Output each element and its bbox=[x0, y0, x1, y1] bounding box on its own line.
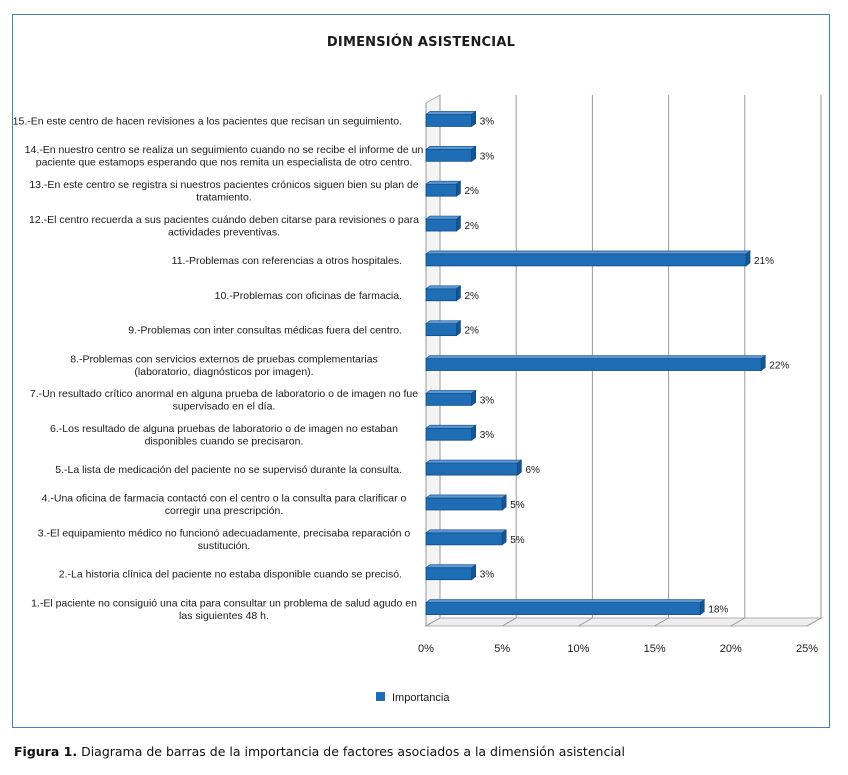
data-label: 22% bbox=[769, 360, 790, 372]
bar bbox=[426, 498, 502, 510]
data-label: 3% bbox=[479, 116, 495, 128]
legend-label: Importancia bbox=[392, 692, 450, 704]
data-label: 21% bbox=[754, 255, 775, 267]
bar bbox=[426, 324, 456, 336]
data-label: 2% bbox=[464, 290, 479, 302]
category-label: 10.-Problemas con oficinas de farmacia. bbox=[214, 289, 402, 302]
data-label: 6% bbox=[525, 465, 540, 477]
category-label: 6.-Los resultado de alguna pruebas de laboratorio o de imagen no estaban disponibles cuando se precisaron. bbox=[50, 422, 398, 448]
bar bbox=[426, 359, 761, 371]
bar-end bbox=[456, 181, 460, 196]
category-label: 14.-En nuestro centro se realiza un seguimiento cuando no se recibe el informe de un paciente que estamops esperando que nos remita un especialista de otro centro. bbox=[24, 144, 424, 169]
x-tick-label: 0% bbox=[418, 643, 434, 655]
bar-end bbox=[472, 565, 476, 580]
x-tick-label: 5% bbox=[494, 643, 511, 655]
category-label: 3.-El equipamiento médico no funcionó adecuadamente, precisaba reparación o sustitución. bbox=[37, 527, 411, 553]
data-label: 2% bbox=[464, 186, 479, 198]
bar-end bbox=[456, 286, 460, 301]
bar bbox=[426, 149, 472, 161]
bar bbox=[426, 254, 746, 266]
bar bbox=[426, 533, 502, 545]
category-label: 4.-Una oficina de farmacia contactó con el centro o la consulta para clarificar o corregir una prescripción. bbox=[41, 492, 407, 518]
bar-end bbox=[761, 356, 765, 371]
data-label: 3% bbox=[479, 430, 495, 442]
x-tick-label: 25% bbox=[795, 643, 819, 655]
bar-end bbox=[472, 146, 476, 161]
category-label: 1.-El paciente no consiguió una cita para consultar un problema de salud agudo en las siguientes 48 h. bbox=[31, 597, 417, 622]
category-label: 11.-Problemas con referencias a otros hospitales. bbox=[171, 254, 402, 267]
category-label: 2.-La historia clínica del paciente no estaba disponible cuando se precisó. bbox=[58, 568, 402, 581]
bar bbox=[426, 289, 456, 301]
data-label: 5% bbox=[510, 534, 525, 546]
category-label: 5.-La lista de medicación del paciente no se supervisó durante la consulta. bbox=[55, 464, 402, 477]
bar bbox=[426, 603, 700, 615]
x-tick-label: 10% bbox=[567, 643, 590, 655]
data-label: 2% bbox=[464, 325, 479, 337]
bar-end bbox=[472, 425, 476, 440]
category-label: 8.-Problemas con servicios externos de pruebas complementarias (laboratorio, diagnósticos por imagen). bbox=[70, 353, 378, 378]
caption-label: Figura 1. bbox=[14, 744, 78, 759]
legend-swatch bbox=[376, 692, 385, 701]
x-tick-label: 15% bbox=[643, 643, 666, 655]
bar bbox=[426, 114, 472, 126]
data-label: 3% bbox=[479, 395, 495, 407]
chart-title: DIMENSIÓN ASISTENCIAL bbox=[326, 35, 516, 50]
bar-top bbox=[426, 495, 506, 498]
figure-caption bbox=[14, 744, 625, 759]
bar-end bbox=[746, 251, 750, 266]
bar-end bbox=[502, 530, 506, 545]
bar-top bbox=[426, 216, 460, 219]
bar-top bbox=[426, 600, 704, 603]
category-label: 9.-Problemas con inter consultas médicas fuera del centro. bbox=[128, 324, 402, 337]
category-label: 15.-En este centro de hacen revisiones a los pacientes que recisan un seguimiento. bbox=[12, 115, 402, 128]
bar bbox=[426, 393, 472, 405]
bar-end bbox=[517, 460, 521, 475]
category-label: 13.-En este centro se registra si nuestros pacientes crónicos siguen bien su plan de tratamiento. bbox=[29, 178, 419, 204]
bar-top bbox=[426, 286, 460, 289]
floor bbox=[426, 618, 821, 626]
data-label: 3% bbox=[479, 569, 495, 581]
bar-top bbox=[426, 146, 476, 149]
x-tick-label: 20% bbox=[719, 643, 742, 655]
bar-top bbox=[426, 565, 476, 568]
data-label: 2% bbox=[464, 221, 479, 233]
bar-top bbox=[426, 356, 765, 359]
data-label: 5% bbox=[510, 499, 525, 511]
bar bbox=[426, 463, 517, 475]
bar-end bbox=[472, 111, 476, 126]
bar bbox=[426, 184, 456, 196]
bar-top bbox=[426, 321, 460, 324]
bar-top bbox=[426, 530, 506, 533]
data-label: 18% bbox=[708, 604, 729, 616]
bar bbox=[426, 568, 472, 580]
bar-end bbox=[456, 321, 460, 336]
bar bbox=[426, 428, 472, 440]
caption-text: Diagrama de barras de la importancia de factores asociados a la dimensión asistencial bbox=[81, 744, 625, 759]
bar-end bbox=[472, 390, 476, 405]
bar-top bbox=[426, 111, 476, 114]
bar-top bbox=[426, 390, 476, 393]
data-label: 3% bbox=[479, 151, 495, 163]
category-label: 12.-El centro recuerda a sus pacientes cuándo deben citarse para revisiones o para actividades preventivas. bbox=[29, 213, 419, 239]
bar-end bbox=[456, 216, 460, 231]
category-label: 7.-Un resultado crítico anormal en alguna prueba de laboratorio o de imagen no fue supervisado en el día. bbox=[29, 388, 419, 413]
bar bbox=[426, 219, 456, 231]
bar-end bbox=[700, 600, 704, 615]
bar-top bbox=[426, 460, 521, 463]
bar-top bbox=[426, 251, 750, 254]
bar-end bbox=[502, 495, 506, 510]
bar-top bbox=[426, 181, 460, 184]
bar-top bbox=[426, 425, 476, 428]
